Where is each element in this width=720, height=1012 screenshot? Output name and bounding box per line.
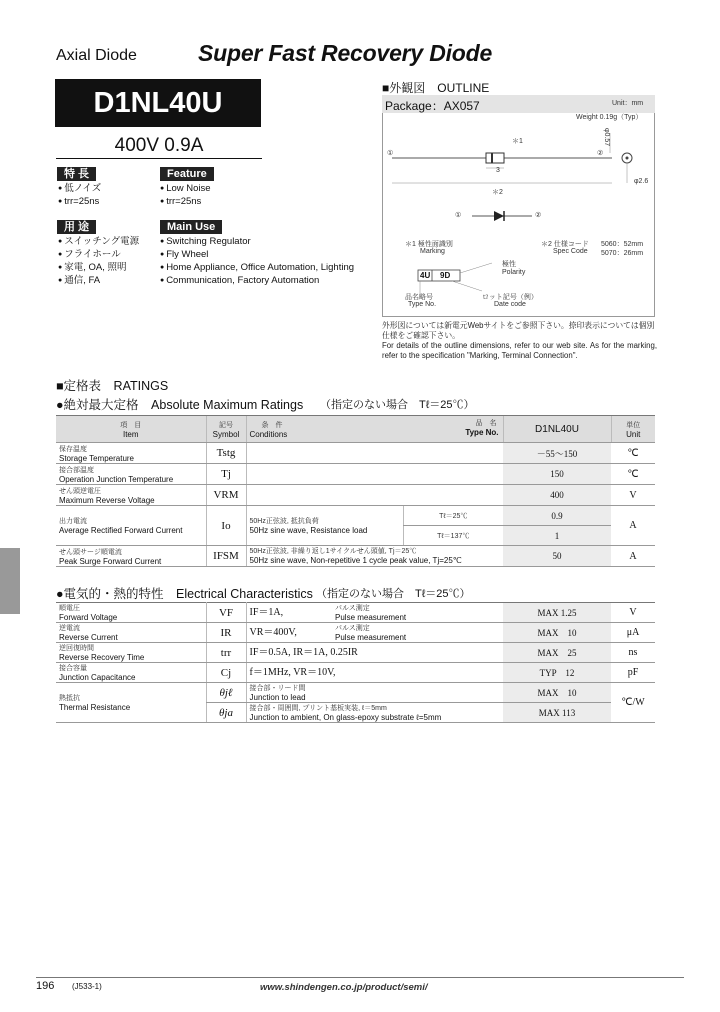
row-item: 順電圧 Forward Voltage [56,603,206,623]
date-jp: ロット記号（例） [482,294,538,301]
use-jp-tag: 用 途 [57,220,96,234]
electrical-condition: （指定のない場合 Tℓ＝25℃） [316,588,471,600]
category-label: Axial Diode [56,47,137,64]
spec-val-2: 5070：26mm [601,250,644,257]
page-title: Super Fast Recovery Diode [198,40,493,66]
abs-max-condition: （指定のない場合 Tℓ＝25℃） [320,399,475,411]
row-symbol: VF [206,603,246,623]
row-value: －55～150 [503,443,611,464]
list-item: ● Low Noise [160,182,211,195]
row-item: 熱抵抗 Thermal Resistance [56,683,206,723]
row-unit: A [611,506,655,546]
row-symbol: θjℓ [206,683,246,703]
row-measurement: パルス測定 Pulse measurement [332,623,503,643]
row-item: 接合部温度 Operation Junction Temperature [56,464,206,485]
row-condition: IF＝1A, [246,603,332,623]
row-symbol: trr [206,643,246,663]
star1-label: ＊1 [512,138,523,145]
row-value: TYP 12 [503,663,611,683]
list-item: ● 家電, OA, 照明 [58,261,139,274]
row-symbol: Io [206,506,246,546]
list-item: ● 通信, FA [58,274,139,287]
row-unit: V [611,603,655,623]
package-label: Package：AX057 [385,99,480,113]
row-symbol: Tstg [206,443,246,464]
dim-length-label: 3 [496,167,500,174]
type-en: Type No. [408,301,437,308]
table-row [56,506,655,526]
footer-rule [36,977,684,978]
table-header-row [56,416,655,443]
mark-right: 9D [440,271,451,280]
row-condition [246,443,503,464]
row-unit: ℃/W [611,683,655,723]
row-symbol: θja [206,703,246,723]
row-value: MAX 25 [503,643,611,663]
table-row [56,443,655,464]
row-item: 保存温度 Storage Temperature [56,443,206,464]
lead2-label: ② [597,150,604,157]
page-number: 196 [36,980,55,992]
row-value: 50 [503,546,611,567]
table-row [56,485,655,506]
dim-lead-label: φ2.6 [634,178,649,185]
row-item: 出力電流 Average Rectified Forward Current [56,506,206,546]
row-unit: ℃ [611,443,655,464]
row-item: 逆回復時間 Reverse Recovery Time [56,643,206,663]
row-item: せん頭サージ順電流 Peak Surge Forward Current [56,546,206,567]
row-measurement: パルス測定 Pulse measurement [332,603,503,623]
io-sub-2: Tℓ＝137℃ [403,526,503,546]
row-unit: μA [611,623,655,643]
note-en: For details of the outline dimensions, refer to our web site. As for the marking, refer to the specification "Marking, Terminal Connection". [382,341,657,360]
table-row [56,603,655,623]
table-row [56,643,655,663]
type-jp: 品名略号 [405,294,433,301]
marking-jp: ＊1 極性面識別 [405,241,453,248]
row-symbol: IR [206,623,246,643]
table-row [56,683,655,703]
list-item: ● Home Appliance, Office Automation, Lighting [160,261,354,274]
weight-label: Weight 0.19g（Typ） [576,114,643,121]
feature-jp-list [58,182,101,208]
io-value-1: 0.9 [503,506,611,526]
header-conditions: 条 件 Conditions 品 名 Type No. [246,416,503,443]
header-item: 項 目 Item [56,416,206,443]
end-view-dot [626,157,629,160]
mark-left: 4U [420,271,431,280]
row-unit: V [611,485,655,506]
note-jp: 外形図については新電元Webサイトをご参照下さい。捺印表示については個別仕様をご確認下さい。 [382,321,655,340]
row-value: 150 [503,464,611,485]
use-en-tag: Main Use [160,220,222,234]
diode-body [486,153,504,163]
side-tab [0,548,20,614]
lead1-label: ① [387,150,394,157]
list-item: ● フライホール [58,248,139,261]
row-unit: ℃ [611,464,655,485]
ratings-heading: ■定格表 RATINGS [56,379,169,393]
header-part: D1NL40U [503,416,611,443]
polarity-leader [460,263,492,273]
io-sub-1: Tℓ＝25℃ [403,506,503,526]
feature-en-tag: Feature [160,167,214,181]
dim-body-label: φ0.57 [603,128,610,147]
io-value-2: 1 [503,526,611,546]
diode-triangle [494,211,504,221]
row-condition [246,485,503,506]
row-condition: 50Hz正弦波, 非繰り返し1サイクルせん頭値, Tj＝25℃ 50Hz sine wave, Non-repetitive 1 cycle peak value, Tj=25℃ [246,546,503,567]
row-unit: pF [611,663,655,683]
list-item: ● trr=25ns [160,195,211,208]
list-item: ● trr=25ns [58,195,101,208]
row-item: せん頭逆電圧 Maximum Reverse Voltage [56,485,206,506]
spec-val-1: 5060：52mm [601,241,644,248]
header-unit: 単位 Unit [611,416,655,443]
date-en: Date code [494,301,526,308]
row-symbol: IFSM [206,546,246,567]
row-item: 逆電流 Reverse Current [56,623,206,643]
row-condition: VR＝400V, [246,623,332,643]
list-item: ● Switching Regulator [160,235,354,248]
list-item: ● スイッチング電源 [58,235,139,248]
use-en-list [160,235,354,287]
table-row [56,546,655,567]
abs-max-heading: ●絶対最大定格 Absolute Maximum Ratings [56,398,304,412]
abs-max-table [56,415,655,567]
row-value: 400 [503,485,611,506]
spec-en: Spec Code [553,248,588,255]
electrical-table [56,602,655,723]
use-jp-list [58,235,139,287]
rating-underline [56,158,262,159]
symbol-lead1: ① [455,212,462,219]
row-condition: f＝1MHz, VR＝10V, [246,663,503,683]
row-symbol: Cj [206,663,246,683]
star2-label: ＊2 [492,189,503,196]
row-symbol: Tj [206,464,246,485]
table-row [56,464,655,485]
outline-heading: ■外観図 OUTLINE [382,81,490,95]
part-number: D1NL40U [55,79,261,127]
row-item: 接合容量 Junction Capacitance [56,663,206,683]
spec-jp: ＊2 仕様コード [541,241,589,248]
date-leader [452,281,482,291]
feature-en-list [160,182,211,208]
feature-jp-tag: 特 長 [57,167,96,181]
page-code: (J533-1) [72,982,102,991]
header-symbol: 記号 Symbol [206,416,246,443]
outline-note [382,321,657,361]
marking-en: Marking [420,248,445,255]
row-value: MAX 10 [503,623,611,643]
symbol-lead2: ② [535,212,542,219]
polarity-en: Polarity [502,269,526,276]
part-rating: 400V 0.9A [114,135,204,156]
row-unit: A [611,546,655,567]
list-item: ● Fly Wheel [160,248,354,261]
polarity-jp: 極性 [502,261,516,268]
row-condition: IF＝0.5A, IR＝1A, 0.25IR [246,643,503,663]
row-value: MAX 1.25 [503,603,611,623]
row-symbol: VRM [206,485,246,506]
list-item: ● 低ノイズ [58,182,101,195]
row-value: MAX 10 [503,683,611,703]
row-condition: 接合部・周囲間, プリント基板実装, ℓ＝5mm Junction to ambient, On glass-epoxy substrate ℓ=5mm [246,703,503,723]
row-unit: ns [611,643,655,663]
table-row [56,623,655,643]
row-condition: 50Hz正弦波, 抵抗負荷 50Hz sine wave, Resistance load [246,506,403,546]
row-value: MAX 113 [503,703,611,723]
row-condition [246,464,503,485]
row-condition: 接合部・リード間 Junction to lead [246,683,503,703]
electrical-heading: ●電気的・熱的特性 Electrical Characteristics [56,587,313,601]
footer-url-link[interactable]: www.shindengen.co.jp/product/semi/ [260,982,428,993]
unit-label: Unit：mm [612,100,644,107]
list-item: ● Communication, Factory Automation [160,274,354,287]
table-row [56,663,655,683]
